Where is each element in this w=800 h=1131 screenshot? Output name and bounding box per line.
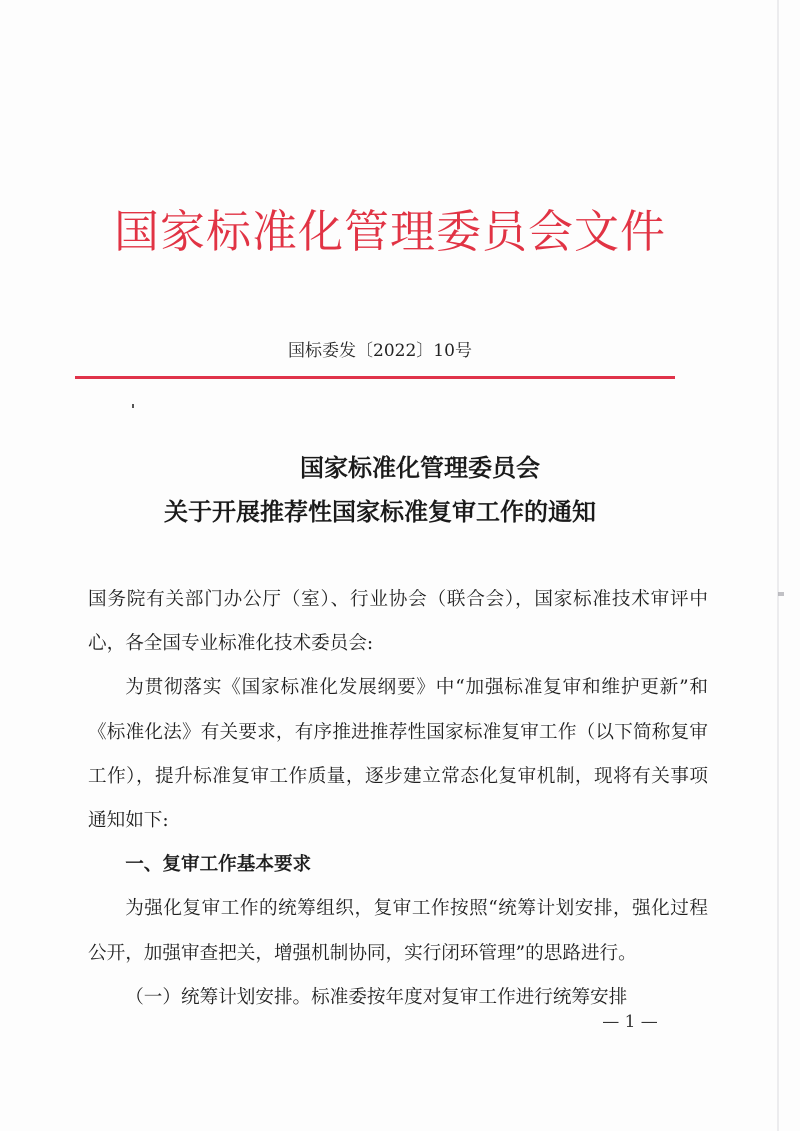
scan-artifact	[778, 592, 784, 596]
notice-title-line-2: 关于开展推荐性国家标准复审工作的通知	[164, 497, 596, 526]
body-paragraph-intro: 为贯彻落实《国家标准化发展纲要》中“加强标准复审和维护更新”和《标准化法》有关要求，有序推进推荐性国家标准复审工作（以下简称复审工作），提升标准复审工作质量，逐步建立常态化复审机制，现将有关事项通知如下:	[88, 677, 708, 832]
addressees: 国务院有关部门办公厅（室）、行业协会（联合会），国家标准技术审评中心，各全国专业标准化技术委员会:	[88, 589, 708, 655]
page-number: — 1 —	[602, 1012, 658, 1032]
issuer-header: 国家标准化管理委员会文件	[113, 205, 666, 258]
document-body	[88, 578, 708, 1020]
red-divider-rule	[75, 376, 675, 379]
notice-title-line-1: 国家标准化管理委员会	[300, 453, 540, 482]
scan-edge-line	[777, 0, 779, 1131]
document-number: 国标委发〔2022〕10号	[288, 341, 472, 361]
body-paragraph-item-1: （一）统筹计划安排。标准委按年度对复审工作进行统筹安排	[125, 986, 628, 1008]
scan-artifact-mark	[132, 404, 134, 408]
section-heading-1: 一、复审工作基本要求	[125, 854, 312, 876]
body-paragraph-principles: 为强化复审工作的统筹组织，复审工作按照“统筹计划安排，强化过程公开，加强审查把关，增强机制协同，实行闭环管理”的思路进行。	[88, 898, 708, 964]
